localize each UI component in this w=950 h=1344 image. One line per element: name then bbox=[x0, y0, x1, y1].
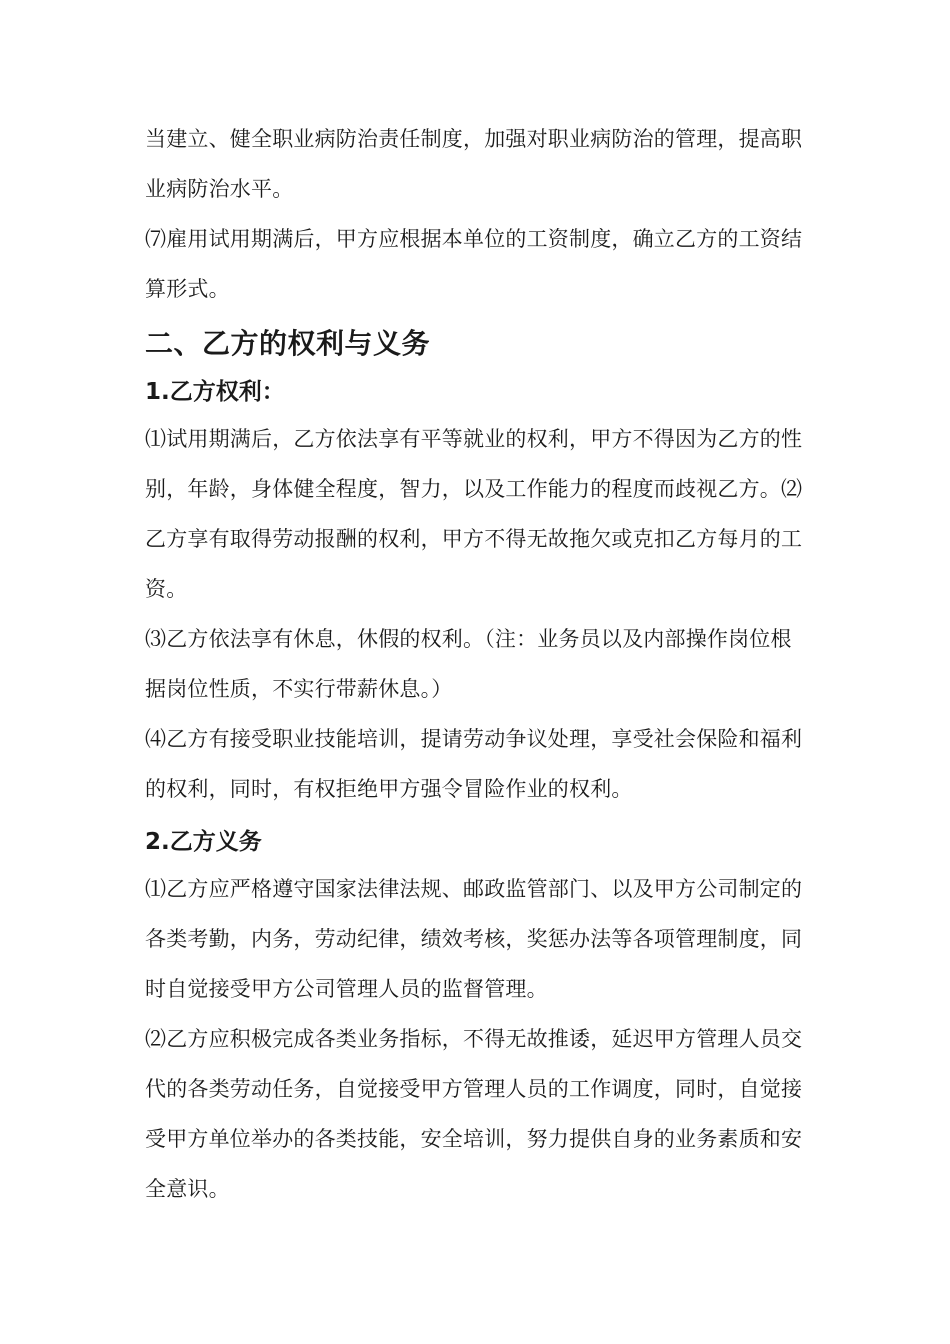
rights-item-3: ⑶乙方依法享有休息，休假的权利。（注：业务员以及内部操作岗位根据岗位性质，不实行带薪休息。） bbox=[145, 627, 792, 701]
subsection-title-duties: 2.乙方义务 bbox=[145, 829, 262, 855]
paragraph-occupational-disease: 当建立、健全职业病防治责任制度，加强对职业病防治的管理，提高职业病防治水平。 bbox=[145, 127, 803, 201]
paragraph-salary-form: ⑺雇用试用期满后，甲方应根据本单位的工资制度，确立乙方的工资结算形式。 bbox=[145, 227, 803, 301]
duties-item-2: ⑵乙方应积极完成各类业务指标，不得无故推诿，延迟甲方管理人员交代的各类劳动任务，自觉接受甲方管理人员的工作调度，同时，自觉接受甲方单位举办的各类技能，安全培训，努力提供自身的业务素质和安全意识。 bbox=[145, 1027, 803, 1201]
rights-item-4: ⑷乙方有接受职业技能培训，提请劳动争议处理，享受社会保险和福利的权利，同时，有权拒绝甲方强令冒险作业的权利。 bbox=[145, 727, 803, 801]
subsection-title-rights: 1.乙方权利： bbox=[145, 379, 285, 405]
rights-item-1-2: ⑴试用期满后，乙方依法享有平等就业的权利，甲方不得因为乙方的性别，年龄，身体健全程度，智力，以及工作能力的程度而歧视乙方。⑵乙方享有取得劳动报酬的权利，甲方不得无故拖欠或克扣乙方每月的工资。 bbox=[145, 427, 803, 601]
duties-item-1: ⑴乙方应严格遵守国家法律法规、邮政监管部门、以及甲方公司制定的各类考勤，内务，劳动纪律，绩效考核，奖惩办法等各项管理制度，同时自觉接受甲方公司管理人员的监督管理。 bbox=[145, 877, 803, 1001]
document-body bbox=[145, 114, 810, 1214]
section-title-rights-duties: 二、乙方的权利与义务 bbox=[145, 327, 431, 360]
